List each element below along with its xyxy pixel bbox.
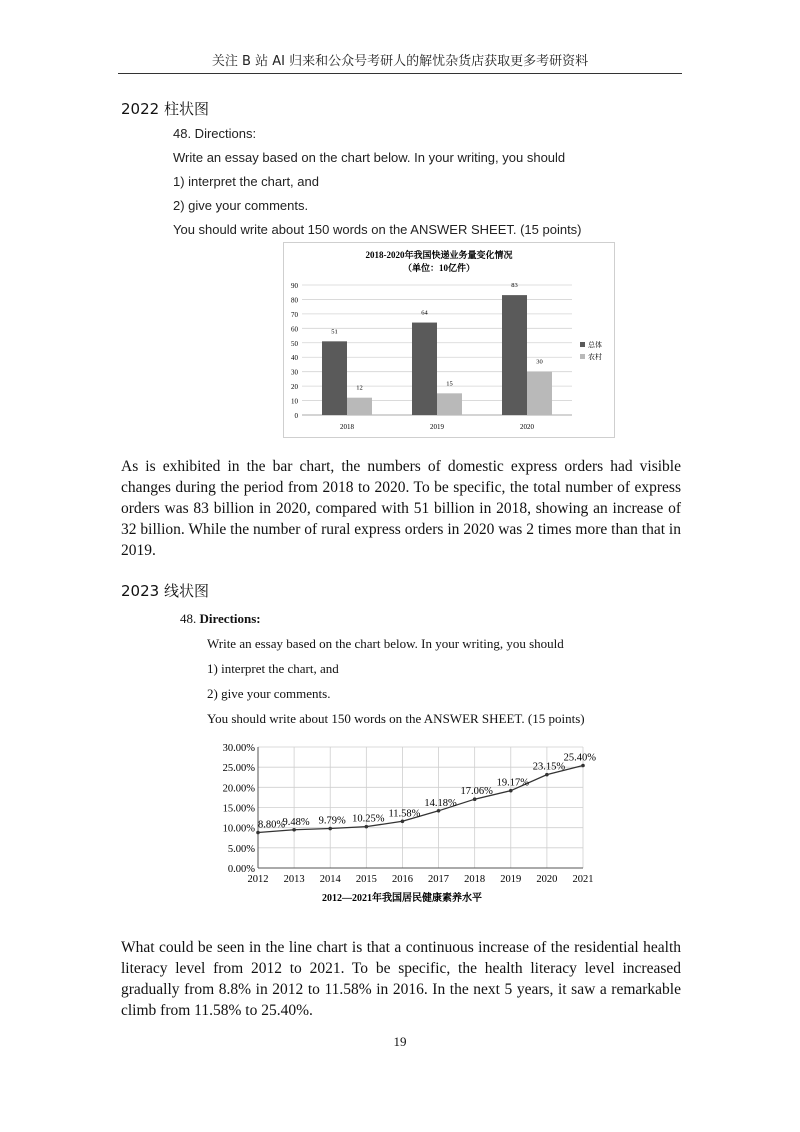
legend-label: 总体	[588, 341, 602, 349]
bar-value-label: 64	[421, 309, 428, 317]
bar	[412, 323, 437, 415]
section2-directions-heading	[180, 611, 261, 627]
data-label: 14.18%	[424, 797, 457, 809]
page-header: 关注 B 站 AI 归来和公众号考研人的解忧杂货店获取更多考研资料	[211, 54, 589, 69]
data-label: 11.58%	[388, 808, 421, 820]
data-label: 25.40%	[563, 752, 596, 764]
bar-value-label: 15	[446, 380, 453, 388]
data-label: 9.48%	[282, 816, 310, 828]
x-tick-label: 2020	[536, 874, 558, 885]
section2-paragraph: What could be seen in the line chart is that a continuous increase of the residential health literacy level from 2012 to 2021. To be specific, the health literacy level increased gradually from 8.8% in 2012 to 11.58% in 2016. In the next 5 years, it saw a remarkable climb from 11.58% to 25.40%.	[121, 939, 681, 1019]
bar	[347, 398, 372, 415]
x-tick-label: 2013	[283, 874, 305, 885]
x-tick-label: 2018	[340, 423, 354, 431]
x-tick-label: 2017	[428, 874, 450, 885]
data-point	[292, 828, 296, 832]
chart-title: 2018-2020年我国快递业务量变化情况	[365, 250, 513, 260]
section1-title: 2022 柱状图	[121, 100, 209, 118]
x-tick-label: 2012	[247, 874, 269, 885]
data-label: 23.15%	[532, 761, 566, 773]
line-chart	[210, 735, 610, 907]
y-tick-label: 20.00%	[222, 783, 255, 795]
bar-value-label: 12	[356, 384, 363, 392]
data-point	[545, 773, 549, 777]
section2-directions-line: Write an essay based on the chart below. In your writing, you should	[207, 636, 564, 651]
bar-value-label: 51	[331, 328, 338, 336]
x-tick-label: 2016	[391, 874, 413, 885]
chart-subtitle: （单位：10亿件）	[402, 263, 476, 273]
header-divider	[118, 73, 682, 74]
data-label: 17.06%	[460, 786, 493, 798]
bar-value-label: 30	[536, 358, 543, 366]
legend-swatch	[580, 342, 585, 347]
y-tick-label: 10.00%	[222, 823, 255, 835]
y-tick-label: 25.00%	[222, 763, 255, 775]
x-tick-label: 2021	[572, 874, 594, 885]
y-tick-label: 80	[291, 296, 298, 305]
bar-chart-frame	[283, 242, 615, 438]
data-point	[328, 827, 332, 831]
y-tick-label: 60	[291, 325, 298, 334]
y-tick-label: 15.00%	[222, 803, 255, 815]
y-tick-label: 70	[291, 310, 298, 319]
bar	[527, 372, 552, 415]
y-tick-label: 40	[291, 354, 298, 363]
data-point	[401, 819, 405, 823]
y-tick-label: 5.00%	[227, 843, 255, 855]
x-tick-label: 2018	[464, 874, 486, 885]
data-point	[509, 789, 513, 793]
data-point	[581, 764, 585, 768]
x-tick-label: 2019	[430, 423, 444, 431]
y-tick-label: 50	[291, 339, 298, 348]
section1-paragraph: As is exhibited in the bar chart, the numbers of domestic express orders had visible changes during the period from 2018 to 2020. To be specific, the total number of express orders was 83 billion in 2020, compared with 51 billion in 2018, showing an increase of 32 billion. While the number of rural express orders in 2020 was 2 times more than that in 2019.	[121, 458, 681, 559]
y-tick-label: 90	[291, 282, 298, 290]
section2-directions-line: You should write about 150 words on the ANSWER SHEET. (15 points)	[207, 711, 585, 726]
section2-directions-line: 1) interpret the chart, and	[207, 661, 339, 676]
section1-directions-line: 2) give your comments.	[173, 198, 309, 213]
data-point	[256, 831, 260, 835]
section1-directions-line: Write an essay based on the chart below. In your writing, you should	[173, 150, 566, 165]
legend-label: 农村	[588, 353, 602, 361]
section1-directions-line: 1) interpret the chart, and	[173, 174, 319, 189]
section2-directions-line: 2) give your comments.	[207, 686, 331, 701]
data-point	[437, 809, 441, 813]
y-tick-label: 30	[291, 368, 298, 377]
section2-title: 2023 线状图	[121, 582, 209, 600]
y-tick-label: 30.00%	[222, 743, 255, 754]
page-number: 19	[393, 1034, 407, 1049]
section2-directions-number: 48.	[180, 611, 200, 626]
data-point	[473, 797, 477, 801]
y-tick-label: 10	[291, 397, 298, 406]
data-label: 19.17%	[496, 777, 529, 789]
bar-chart	[284, 243, 614, 437]
x-tick-label: 2015	[355, 874, 377, 885]
section1-directions-heading: 48. Directions:	[173, 126, 257, 141]
section2-directions-label: Directions:	[199, 611, 261, 626]
bar	[322, 341, 347, 415]
data-label: 10.25%	[352, 813, 385, 825]
bar	[502, 295, 527, 415]
chart-title: 2012—2021年我国居民健康素养水平	[322, 893, 482, 904]
data-label: 9.79%	[318, 815, 346, 827]
data-label: 8.80%	[258, 819, 286, 831]
bar	[437, 393, 462, 415]
x-tick-label: 2014	[319, 874, 341, 885]
legend-swatch	[580, 354, 585, 359]
x-tick-label: 2019	[500, 874, 522, 885]
data-point	[365, 825, 369, 829]
y-tick-label: 0.00%	[227, 864, 255, 875]
section1-directions-line: You should write about 150 words on the ANSWER SHEET. (15 points)	[173, 222, 582, 237]
y-tick-label: 20	[291, 383, 298, 392]
y-tick-label: 0	[294, 412, 298, 420]
x-tick-label: 2020	[520, 423, 534, 431]
bar-value-label: 83	[511, 282, 518, 290]
